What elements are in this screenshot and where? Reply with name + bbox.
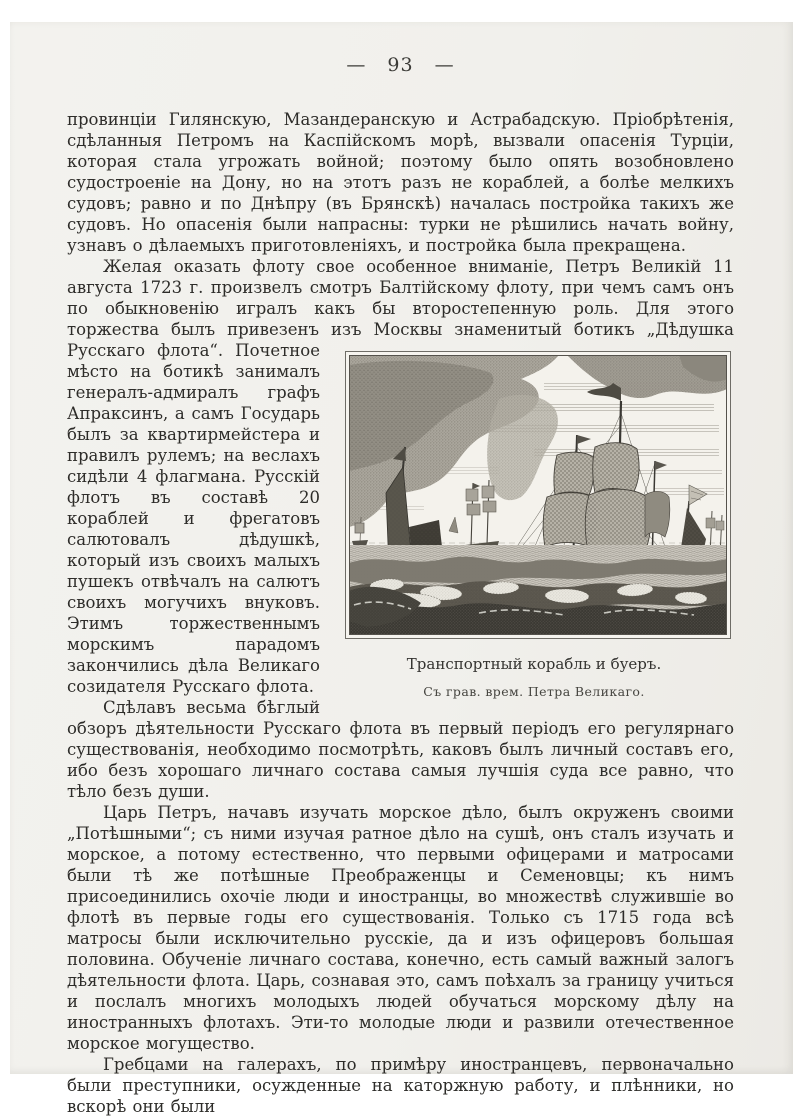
scanned-page: [10, 22, 793, 1116]
engraving-frame: [345, 351, 731, 639]
paragraph-4: Царь Петръ, начавъ изучать морское дѣло, былъ окруженъ своими „Потѣшными“; съ ними изучая ратное дѣло на сушѣ, онъ сталъ изучать и морское, а потому естественно, что первыми офицерами и матросами были тѣ же потѣшные Преображенцы и Семеновцы; къ нимъ присоединились охочіе люди и иностранцы, во множествѣ служившіе во флотѣ въ первые годы его существованія. Только съ 1715 года всѣ матросы были исключительно русскіе, да и изъ офицеровъ большая половина. Обученіе личнаго состава, конечно, есть самый важный залогъ дѣятельности флота. Царь, сознавая это, самъ поѣхалъ за границу учиться и послалъ многихъ молодыхъ людей обучаться морскому дѣлу на иностранныхъ флотахъ. Эти-то молодые люди и развили отечественное морское могущество.: [67, 803, 735, 1053]
engraving-figure: [334, 351, 734, 702]
figure-caption-title: Транспортный корабль и буеръ.: [406, 655, 662, 673]
text-column: [67, 55, 734, 1117]
figure-caption: [334, 654, 734, 702]
paragraph-2: Желая оказать флоту свое особенное вниманіе, Петръ Великій 11 августа 1723 г. произвелъ смотръ Балтійскому флоту, при чемъ самъ онъ по обыкновенію игралъ какъ бы второстепенную роль. Для этого торжества былъ привезенъ изъ Москвы знаменитый ботикъ „Дѣдушка Русскаго флота“. Почетное мѣсто на ботикѣ занималъ генералъ-адмиралъ графъ Апраксинъ, а самъ Государь былъ за квартирмейстера и правилъ рулемъ; на веслахъ сидѣли 4 флагмана. Русскій флотъ въ составѣ 20 кораблей и фрегатовъ салютовалъ дѣдушкѣ, который изъ своихъ малыхъ пушекъ отвѣчалъ на салютъ своихъ могучихъ внуковъ. Этимъ торжественнымъ морскимъ парадомъ закончились дѣла Великаго созидателя Русскаго флота.: [67, 257, 734, 696]
paragraph-3: Сдѣлавъ весьма бѣглый обзоръ дѣятельности Русскаго флота въ первый періодъ его регулярнаго существованія, необходимо посмотрѣть, каковъ былъ личный составъ его, ибо безъ хорошаго личнаго состава самыя лучшія суда все равно, что тѣло безъ души.: [67, 698, 734, 801]
paragraph-5: Гребцами на галерахъ, по примѣру иностранцевъ, первоначально были преступники, осужденные на каторжную работу, и плѣнники, но вскорѣ они были: [67, 1055, 734, 1116]
engraving-image: [349, 355, 727, 635]
figure-caption-source: Съ грав. врем. Петра Великаго.: [423, 684, 645, 699]
page-number: — 93 —: [346, 54, 455, 76]
paragraph-1: провинціи Гилянскую, Мазандеранскую и Астрабадскую. Пріобрѣтенія, сдѣланныя Петромъ на Каспійскомъ морѣ, вызвали опасенія Турціи, которая стала угрожать войной; поэтому было опять возобновлено судостроеніе на Дону, но на этотъ разъ не кораблей, а болѣе мелкихъ судовъ; равно и по Днѣпру (въ Брянскѣ) началась постройка такихъ же судовъ. Но опасенія были напрасны: турки не рѣшились начать войну, узнавъ о дѣлаемыхъ приготовленіяхъ, и постройка была прекращена.: [67, 110, 734, 255]
